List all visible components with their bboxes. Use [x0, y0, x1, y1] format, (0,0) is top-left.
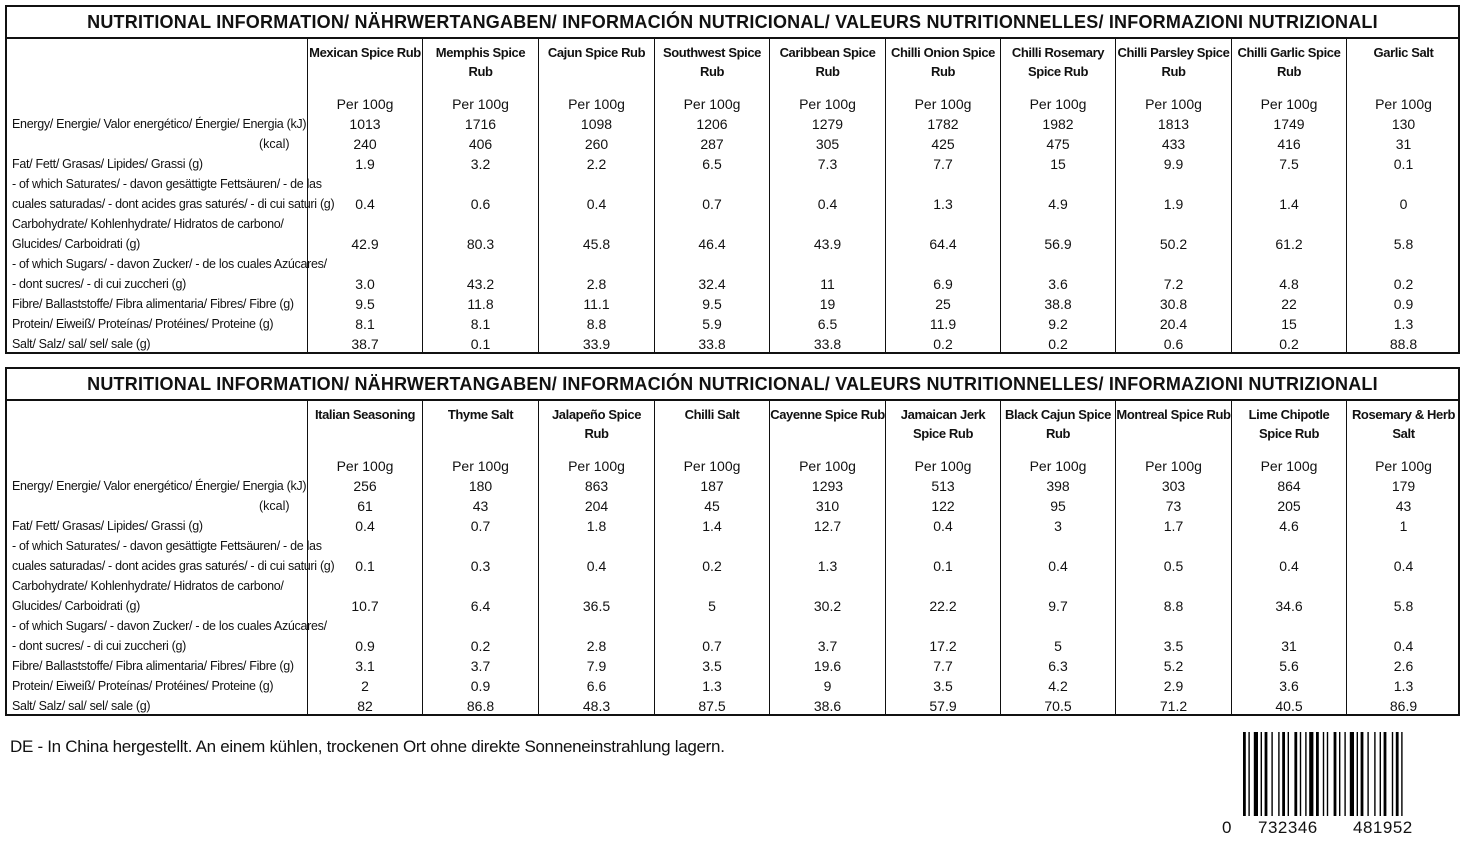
- value-kcal: 204: [584, 498, 609, 514]
- value-sat: 1.9: [1163, 196, 1184, 212]
- value-fibre: 9.5: [702, 296, 722, 312]
- value-salt: 82: [357, 698, 373, 714]
- value-fibre: 0.9: [1393, 296, 1414, 312]
- value-carb: 8.8: [1163, 598, 1184, 614]
- value-per: Per 100g: [1260, 96, 1318, 112]
- value-salt: 0.6: [1163, 336, 1184, 352]
- value-per: Per 100g: [914, 96, 972, 112]
- value-sugar: 0.2: [1393, 276, 1414, 292]
- value-per: Per 100g: [1145, 458, 1202, 474]
- value-salt: 33.9: [582, 336, 611, 352]
- value-fat: 4.6: [1279, 518, 1299, 534]
- value-per: Per 100g: [1260, 458, 1318, 474]
- value-fibre: 6.3: [1048, 658, 1068, 674]
- value-fat: 1.8: [586, 518, 607, 534]
- row-label-sat2: cuales saturadas/ - dont acides gras saturés/ - di cui saturi (g): [12, 197, 335, 211]
- row-label-sugar2: - dont sucres/ - di cui zuccheri (g): [12, 639, 186, 653]
- value-kcal: 260: [584, 136, 609, 152]
- column-header: Lime Chipotle Spice Rub: [1248, 407, 1330, 441]
- value-per: Per 100g: [1029, 458, 1087, 474]
- value-kcal: 240: [353, 136, 377, 152]
- value-sugar: 5: [1054, 638, 1062, 654]
- value-fibre: 7.9: [586, 658, 607, 674]
- value-sugar: 0.2: [470, 638, 491, 654]
- barcode-digit-first: 0: [1222, 818, 1232, 837]
- row-label-kcal: (kcal): [259, 137, 290, 151]
- value-salt: 86.9: [1389, 698, 1418, 714]
- value-fat: 0.7: [470, 518, 491, 534]
- column-header: Thyme Salt: [447, 407, 514, 422]
- value-sat: 0.1: [933, 558, 953, 574]
- row-label-fat: Fat/ Fett/ Grasas/ Lipides/ Grassi (g): [12, 519, 203, 533]
- value-per: Per 100g: [1145, 96, 1202, 112]
- value-carb: 5.8: [1393, 236, 1414, 252]
- value-fibre: 19.6: [813, 658, 842, 674]
- value-sat: 0.4: [1048, 558, 1068, 574]
- value-carb: 22.2: [929, 598, 957, 614]
- column-header: Montreal Spice Rub: [1116, 407, 1231, 422]
- row-label-sugar1: - of which Sugars/ - davon Zucker/ - de los cuales Azúcares/: [12, 257, 327, 271]
- column-header: Chilli Salt: [684, 407, 740, 422]
- row-label-protein: Protein/ Eiweiß/ Proteínas/ Protéines/ Proteine (g): [12, 679, 274, 693]
- row-label-sat2: cuales saturadas/ - dont acides gras saturés/ - di cui saturi (g): [12, 559, 335, 573]
- value-kcal: 416: [1277, 136, 1301, 152]
- value-sat: 1.3: [817, 558, 838, 574]
- value-per: Per 100g: [452, 96, 509, 112]
- value-salt: 0.2: [1048, 336, 1068, 352]
- value-per: Per 100g: [1375, 96, 1432, 112]
- value-sat: 0.7: [702, 196, 722, 212]
- value-protein: 2: [361, 678, 369, 694]
- value-kcal: 122: [931, 498, 955, 514]
- table-title: NUTRITIONAL INFORMATION/ NÄHRWERTANGABEN/ INFORMACIÓN NUTRICIONAL/ VALEURS NUTRITIONNELLES/ INFORMAZIONI NUTRIZIONALI: [7, 369, 1458, 401]
- value-kj: 1098: [580, 116, 613, 132]
- value-fat: 7.5: [1279, 156, 1299, 172]
- value-sat: 4.9: [1048, 196, 1068, 212]
- column-header: Memphis Spice Rub: [435, 45, 526, 79]
- value-salt: 0.1: [470, 336, 491, 352]
- value-fat: 9.9: [1163, 156, 1184, 172]
- value-carb: 36.5: [582, 598, 611, 614]
- value-kj: 1782: [927, 116, 959, 132]
- value-protein: 15: [1281, 316, 1297, 332]
- value-carb: 56.9: [1044, 236, 1072, 252]
- value-carb: 61.2: [1275, 236, 1303, 252]
- column-header: Cajun Spice Rub: [547, 45, 646, 60]
- value-sugar: 17.2: [929, 638, 957, 654]
- column-header: Chilli Rosemary Spice Rub: [1011, 45, 1105, 79]
- value-fat: 1: [1399, 518, 1408, 534]
- value-fibre: 5.2: [1163, 658, 1184, 674]
- value-sugar: 0.9: [355, 638, 375, 654]
- value-kcal: 475: [1046, 136, 1070, 152]
- value-sat: 0.6: [470, 196, 491, 212]
- value-carb: 5: [708, 598, 716, 614]
- value-protein: 6.5: [817, 316, 838, 332]
- value-per: Per 100g: [568, 96, 625, 112]
- value-kj: 303: [1161, 478, 1186, 494]
- column-header: Chilli Garlic Spice Rub: [1237, 45, 1341, 79]
- value-sugar: 6.9: [933, 276, 953, 292]
- barcode-digits-right: 481952: [1353, 818, 1413, 837]
- value-kcal: 43: [472, 498, 489, 514]
- value-kcal: 73: [1165, 498, 1182, 514]
- value-kcal: 433: [1161, 136, 1186, 152]
- value-salt: 0.2: [933, 336, 953, 352]
- value-kj: 1813: [1157, 116, 1190, 132]
- value-kj: 1206: [696, 116, 728, 132]
- value-fibre: 9.5: [355, 296, 375, 312]
- value-fibre: 3.1: [355, 658, 375, 674]
- value-sugar: 0.4: [1393, 638, 1414, 654]
- value-salt: 0.2: [1279, 336, 1299, 352]
- value-protein: 9: [823, 678, 832, 694]
- value-per: Per 100g: [683, 96, 741, 112]
- value-kcal: 43: [1395, 498, 1412, 514]
- value-carb: 42.9: [351, 236, 379, 252]
- value-protein: 0.9: [470, 678, 491, 694]
- row-label-sat1: - of which Saturates/ - davon gesättigte Fettsäuren/ - de las: [12, 539, 322, 553]
- value-carb: 46.4: [698, 236, 726, 252]
- column-header: Jalapeño Spice Rub: [551, 407, 642, 441]
- nutrition-table-2: [5, 367, 1460, 716]
- value-salt: 40.5: [1275, 698, 1303, 714]
- value-carb: 43.9: [813, 236, 842, 252]
- value-fibre: 3.5: [702, 658, 722, 674]
- column-header: Italian Seasoning: [314, 407, 416, 422]
- value-sugar: 11: [820, 276, 835, 292]
- value-protein: 2.9: [1163, 678, 1184, 694]
- value-kj: 864: [1277, 478, 1301, 494]
- value-protein: 8.8: [586, 316, 607, 332]
- value-fibre: 5.6: [1279, 658, 1299, 674]
- value-carb: 9.7: [1048, 598, 1068, 614]
- column-header: Chilli Parsley Spice Rub: [1117, 45, 1230, 79]
- value-kj: 1749: [1273, 116, 1305, 132]
- value-fat: 6.5: [702, 156, 722, 172]
- value-fibre: 25: [935, 296, 951, 312]
- row-label-salt: Salt/ Salz/ sal/ sel/ sale (g): [12, 699, 151, 713]
- value-sugar: 7.2: [1163, 276, 1184, 292]
- row-label-protein: Protein/ Eiweiß/ Proteínas/ Protéines/ Proteine (g): [12, 317, 274, 331]
- value-per: Per 100g: [1029, 96, 1087, 112]
- value-kj: 130: [1391, 116, 1416, 132]
- value-kj: 256: [353, 478, 377, 494]
- nutrition-table-1: [5, 5, 1460, 354]
- value-kj: 179: [1391, 478, 1416, 494]
- value-fat: 3.2: [470, 156, 491, 172]
- value-carb: 30.2: [813, 598, 842, 614]
- row-label-fibre: Fibre/ Ballaststoffe/ Fibra alimentaria/ Fibres/ Fibre (g): [12, 297, 294, 311]
- value-carb: 5.8: [1393, 598, 1414, 614]
- value-per: Per 100g: [799, 458, 856, 474]
- value-carb: 10.7: [351, 598, 379, 614]
- value-sugar: 2.8: [586, 276, 607, 292]
- value-sat: 0.4: [1393, 558, 1414, 574]
- value-per: Per 100g: [568, 458, 625, 474]
- column-header: Cayenne Spice Rub: [770, 407, 885, 422]
- row-label-sugar1: - of which Sugars/ - davon Zucker/ - de los cuales Azúcares/: [12, 619, 327, 633]
- value-protein: 1.3: [1393, 678, 1414, 694]
- value-fibre: 7.7: [933, 658, 953, 674]
- value-fat: 12.7: [813, 518, 842, 534]
- value-protein: 11.9: [929, 316, 957, 332]
- value-fat: 7.7: [933, 156, 953, 172]
- value-kcal: 287: [700, 136, 724, 152]
- value-carb: 6.4: [470, 598, 491, 614]
- value-fibre: 11.8: [467, 296, 494, 312]
- value-kcal: 305: [815, 136, 840, 152]
- value-kj: 513: [931, 478, 955, 494]
- value-protein: 5.9: [702, 316, 722, 332]
- value-salt: 33.8: [813, 336, 842, 352]
- value-fat: 2.2: [586, 156, 607, 172]
- value-per: Per 100g: [336, 96, 394, 112]
- value-carb: 50.2: [1159, 236, 1188, 252]
- value-sugar: 0.7: [702, 638, 722, 654]
- value-fibre: 38.8: [1044, 296, 1072, 312]
- column-header: Mexican Spice Rub: [309, 45, 421, 60]
- value-per: Per 100g: [1375, 458, 1432, 474]
- value-fat: 0.1: [1393, 156, 1414, 172]
- row-label-carb2: Glucides/ Carboidrati (g): [12, 599, 140, 613]
- value-kj: 398: [1046, 478, 1070, 494]
- value-sat: 0.5: [1163, 558, 1184, 574]
- column-header: Southwest Spice Rub: [662, 45, 762, 79]
- value-kj: 180: [468, 478, 493, 494]
- value-fat: 0.4: [933, 518, 953, 534]
- value-fat: 3: [1054, 518, 1062, 534]
- value-salt: 57.9: [929, 698, 957, 714]
- value-sat: 0.4: [586, 558, 607, 574]
- value-fibre: 19: [819, 296, 836, 312]
- value-kcal: 425: [931, 136, 955, 152]
- column-header: Rosemary & Herb Salt: [1351, 407, 1456, 441]
- value-sugar: 4.8: [1279, 276, 1299, 292]
- value-kcal: 95: [1050, 498, 1066, 514]
- value-fat: 1.4: [702, 518, 722, 534]
- value-fat: 1.9: [355, 156, 375, 172]
- value-sugar: 3.7: [817, 638, 838, 654]
- value-salt: 71.2: [1159, 698, 1188, 714]
- table-grid: [7, 39, 1458, 352]
- row-label-carb1: Carbohydrate/ Kohlenhydrate/ Hidratos de carbono/: [12, 217, 284, 231]
- value-sat: 0.2: [702, 558, 722, 574]
- value-salt: 48.3: [582, 698, 611, 714]
- column-header: Garlic Salt: [1373, 45, 1434, 60]
- row-label-energy: Energy/ Energie/ Valor energético/ Énergie/ Energia (kJ): [12, 117, 307, 131]
- value-fibre: 22: [1281, 296, 1297, 312]
- value-kcal: 45: [704, 498, 720, 514]
- value-per: Per 100g: [914, 458, 972, 474]
- value-protein: 1.3: [702, 678, 722, 694]
- value-sugar: 3.5: [1163, 638, 1184, 654]
- table-grid: [7, 401, 1458, 714]
- value-protein: 9.2: [1048, 316, 1068, 332]
- value-kj: 1013: [349, 116, 381, 132]
- value-fat: 1.7: [1163, 518, 1184, 534]
- barcode-digits-left: 732346: [1258, 818, 1318, 837]
- value-kcal: 205: [1277, 498, 1301, 514]
- value-sugar: 32.4: [698, 276, 726, 292]
- table-title: NUTRITIONAL INFORMATION/ NÄHRWERTANGABEN/ INFORMACIÓN NUTRICIONAL/ VALEURS NUTRITIONNELLES/ INFORMAZIONI NUTRIZIONALI: [7, 7, 1458, 39]
- value-fat: 7.3: [817, 156, 838, 172]
- value-salt: 38.7: [351, 336, 379, 352]
- row-label-sat1: - of which Saturates/ - davon gesättigte Fettsäuren/ - de las: [12, 177, 322, 191]
- row-label-carb2: Glucides/ Carboidrati (g): [12, 237, 140, 251]
- value-kcal: 310: [815, 498, 840, 514]
- column-header: Caribbean Spice Rub: [779, 45, 876, 79]
- value-kj: 1716: [464, 116, 497, 132]
- value-sat: 1.4: [1279, 196, 1299, 212]
- value-kj: 187: [700, 478, 724, 494]
- value-carb: 45.8: [582, 236, 611, 252]
- storage-note: DE - In China hergestellt. An einem kühlen, trockenen Ort ohne direkte Sonneneinstrahlung lagern.: [10, 737, 725, 756]
- value-sat: 0.4: [817, 196, 838, 212]
- value-kj: 1982: [1042, 116, 1074, 132]
- value-protein: 8.1: [470, 316, 491, 332]
- value-per: Per 100g: [452, 458, 509, 474]
- value-kj: 1293: [811, 478, 844, 494]
- value-kj: 863: [584, 478, 609, 494]
- row-label-fibre: Fibre/ Ballaststoffe/ Fibra alimentaria/ Fibres/ Fibre (g): [12, 659, 294, 673]
- column-header: Chilli Onion Spice Rub: [890, 45, 996, 79]
- value-kcal: 61: [357, 498, 373, 514]
- value-salt: 33.8: [698, 336, 726, 352]
- value-salt: 70.5: [1044, 698, 1072, 714]
- value-kj: 1279: [811, 116, 844, 132]
- value-fat: 0.4: [355, 518, 375, 534]
- row-label-salt: Salt/ Salz/ sal/ sel/ sale (g): [12, 337, 151, 351]
- value-protein: 3.5: [933, 678, 953, 694]
- row-label-sugar2: - dont sucres/ - di cui zuccheri (g): [12, 277, 186, 291]
- value-sat: 1.3: [933, 196, 953, 212]
- value-protein: 1.3: [1393, 316, 1414, 332]
- value-fibre: 3.7: [470, 658, 491, 674]
- value-salt: 38.6: [813, 698, 842, 714]
- value-protein: 20.4: [1159, 316, 1188, 332]
- value-per: Per 100g: [683, 458, 741, 474]
- value-carb: 80.3: [466, 236, 495, 252]
- value-sat: 0.4: [1279, 558, 1299, 574]
- value-fat: 15: [1050, 156, 1066, 172]
- value-sat: 0: [1399, 196, 1408, 212]
- value-kcal: 31: [1395, 136, 1412, 152]
- value-per: Per 100g: [336, 458, 394, 474]
- value-sat: 0.3: [470, 558, 491, 574]
- value-salt: 86.8: [466, 698, 495, 714]
- row-label-kcal: (kcal): [259, 499, 290, 513]
- row-label-fat: Fat/ Fett/ Grasas/ Lipides/ Grassi (g): [12, 157, 203, 171]
- value-sugar: 43.2: [466, 276, 495, 292]
- value-carb: 64.4: [929, 236, 957, 252]
- column-header: Black Cajun Spice Rub: [1005, 407, 1111, 441]
- value-carb: 34.6: [1275, 598, 1303, 614]
- value-sat: 0.1: [355, 558, 375, 574]
- row-label-energy: Energy/ Energie/ Valor energético/ Énergie/ Energia (kJ): [12, 479, 307, 493]
- value-sat: 0.4: [355, 196, 375, 212]
- value-sugar: 31: [1281, 638, 1297, 654]
- value-salt: 88.8: [1389, 336, 1418, 352]
- value-salt: 87.5: [698, 698, 726, 714]
- column-header: Jamaican Jerk Spice Rub: [900, 407, 986, 441]
- value-fibre: 2.6: [1393, 658, 1414, 674]
- value-protein: 4.2: [1048, 678, 1068, 694]
- row-label-carb1: Carbohydrate/ Kohlenhydrate/ Hidratos de carbono/: [12, 579, 284, 593]
- value-sat: 0.4: [586, 196, 607, 212]
- value-protein: 3.6: [1279, 678, 1299, 694]
- value-sugar: 3.6: [1048, 276, 1068, 292]
- value-sugar: 2.8: [586, 638, 607, 654]
- value-per: Per 100g: [799, 96, 856, 112]
- value-protein: 6.6: [586, 678, 607, 694]
- value-kcal: 406: [468, 136, 493, 152]
- barcode-icon: [1225, 732, 1455, 826]
- value-protein: 8.1: [355, 316, 375, 332]
- value-fibre: 30.8: [1159, 296, 1188, 312]
- value-sugar: 3.0: [355, 276, 375, 292]
- value-fibre: 11.1: [583, 296, 610, 312]
